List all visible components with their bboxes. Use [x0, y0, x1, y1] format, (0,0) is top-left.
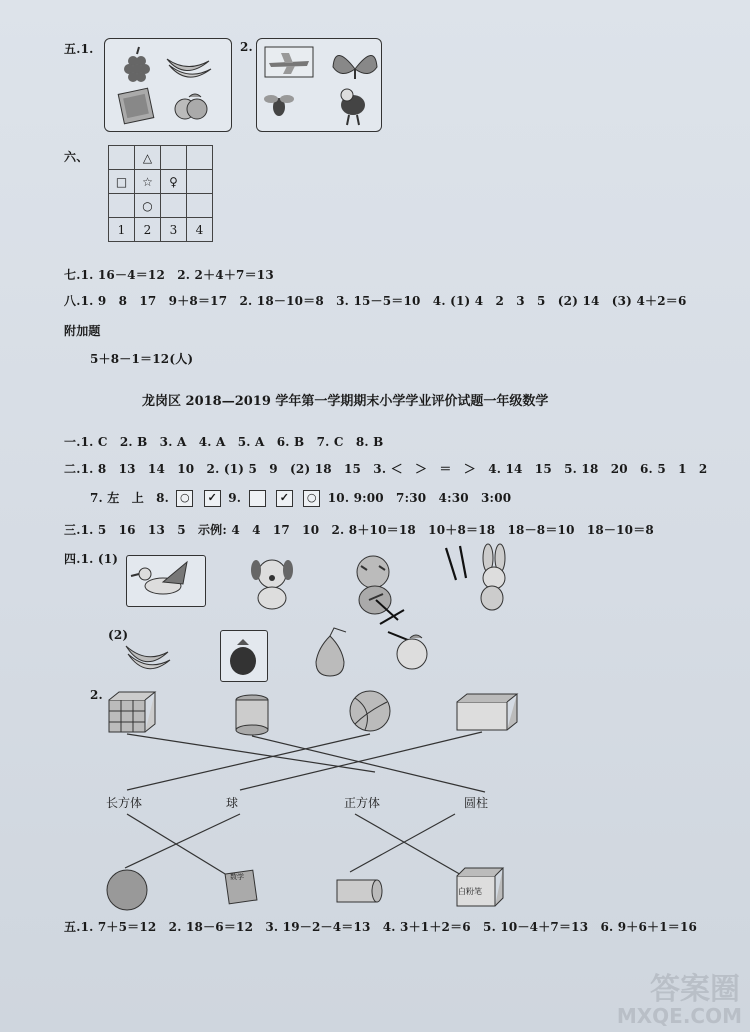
part-2-q9-label: 9.	[228, 491, 242, 505]
grid-cell	[161, 146, 187, 170]
grid-cell: 4	[187, 218, 213, 242]
part-2-q10-times: 10. 9:00 7:30 4:30 3:00	[327, 491, 512, 505]
flying-things-pictures	[257, 39, 381, 131]
eggplant-icon	[221, 631, 267, 681]
handwritten-strokes	[368, 540, 428, 640]
sphere-icon	[107, 870, 147, 910]
shape-label-cylinder: 圆柱	[464, 796, 489, 810]
fruit-book-pictures	[105, 39, 231, 131]
part-2-q7-q8-label: 7. 左 上 8.	[90, 491, 170, 505]
shape-label-sphere: 球	[226, 796, 239, 810]
extra-question-heading: 附加题	[64, 324, 101, 338]
grid-cell	[187, 170, 213, 194]
part-3-answers: 三.1. 5 16 13 5 示例: 4 4 17 10 2. 8＋10＝18 10＋8＝18 18－8＝10 18－10＝8	[64, 523, 654, 537]
extra-question-answer: 5＋8－1＝12(人)	[90, 352, 194, 366]
volleyball-icon	[350, 691, 390, 731]
book-icon	[118, 88, 154, 124]
banana-icon-2	[122, 632, 172, 674]
grid-cell	[187, 146, 213, 170]
section-6-label: 六、	[64, 150, 89, 164]
peach-icon-2	[390, 630, 436, 674]
grid-row	[109, 146, 213, 170]
section-8-answers: 八.1. 9 8 17 9＋8＝17 2. 18－10＝8 3. 15－5＝10 4. (1) 4 2 3 5 (2) 14 (3) 4＋2＝6	[64, 294, 687, 308]
answer-box-circle: ○	[176, 490, 193, 507]
grid-cell: ♀	[161, 170, 187, 194]
part-4-label: 四.1. (1)	[64, 552, 119, 566]
puppy-icon	[244, 552, 300, 612]
eggplant-box	[220, 630, 268, 682]
grid-cell	[109, 146, 135, 170]
section-5-q2-label: 2.	[240, 40, 253, 54]
rubiks-cube-icon	[109, 692, 155, 732]
part-2-answers-line2	[90, 489, 511, 507]
part-2-answers-line1: 二.1. 8 13 14 10 2. (1) 5 9 (2) 18 15 3. ＜ ＞ ＝ ＞ 4. 14 15 5. 18 20 6. 5 1 2	[64, 462, 708, 476]
box-icon	[457, 694, 517, 730]
answer-box-circle-2: ○	[303, 490, 320, 507]
bird-box	[126, 555, 206, 607]
bird-icon	[127, 556, 205, 606]
pear-icon	[306, 626, 356, 680]
airplane-icon	[265, 47, 313, 77]
grid-cell: 1	[109, 218, 135, 242]
shape-label-cuboid: 长方体	[106, 796, 143, 810]
eagle-icon	[341, 89, 365, 125]
answer-box-check-2: ✓	[276, 490, 293, 507]
position-grid	[108, 145, 213, 242]
picture-box-2	[256, 38, 382, 132]
grid-cell: ☆	[135, 170, 161, 194]
part-1-answers: 一.1. C 2. B 3. A 4. A 5. A 6. B 7. C 8. B	[64, 435, 384, 449]
grid-cell: △	[135, 146, 161, 170]
cylinder-icon	[337, 880, 382, 902]
shape-label-cube: 正方体	[344, 796, 381, 810]
grid-cell: 2	[135, 218, 161, 242]
section-5-label: 五.1.	[64, 42, 94, 56]
grid-row	[109, 218, 213, 242]
banana-icon	[167, 59, 211, 77]
grid-cell: □	[109, 170, 135, 194]
picture-box-1	[104, 38, 232, 132]
part-5-answers: 五.1. 7＋5＝12 2. 18－6＝12 3. 19－2－4＝13 4. 3＋1＋2＝6 5. 10－4＋7＝13 6. 9＋6＋1＝16	[64, 920, 698, 934]
grapes-icon	[124, 47, 150, 82]
section-7-answers: 七.1. 16－4＝12 2. 2＋4＋7＝13	[64, 268, 274, 282]
butterfly-icon	[333, 55, 377, 79]
fly-icon	[264, 95, 294, 116]
grid-cell: 3	[161, 218, 187, 242]
peach-icon	[175, 94, 207, 119]
grid-row	[109, 170, 213, 194]
part-4-sub2-label: (2)	[108, 628, 129, 642]
answer-box-empty	[249, 490, 266, 507]
grid-cell	[109, 194, 135, 218]
watermark-url: MXQE.COM	[616, 1004, 742, 1028]
grid-cell: ○	[135, 194, 161, 218]
watermark-logo: 答案圈	[650, 972, 740, 1007]
part-4-q2-label: 2.	[90, 688, 103, 702]
grid-row	[109, 194, 213, 218]
rabbit-icon	[430, 540, 520, 615]
answer-box-check: ✓	[204, 490, 221, 507]
grid-cell	[161, 194, 187, 218]
can-icon	[236, 695, 268, 735]
chalk-box-text: 白粉笔	[458, 887, 482, 896]
book-cover-text: 数学	[230, 873, 244, 881]
exam-title: 龙岗区 2018—2019 学年第一学期期末小学学业评价试题一年级数学	[142, 394, 549, 409]
grid-cell	[187, 194, 213, 218]
